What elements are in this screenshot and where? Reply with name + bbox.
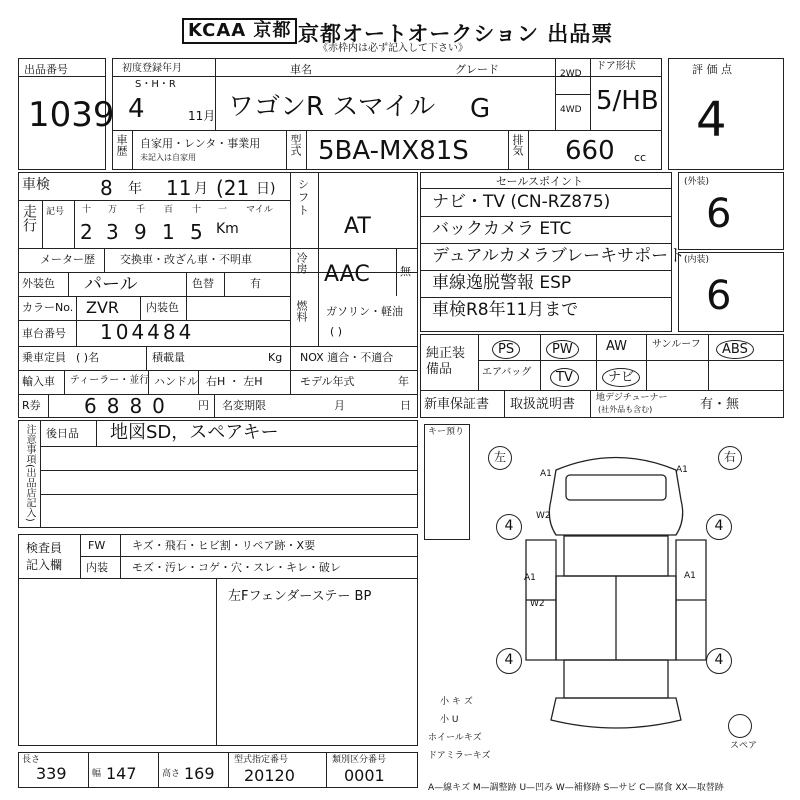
tire-fr: 4 — [706, 514, 732, 540]
mileage-digit: 5 — [190, 220, 203, 244]
color-change-has: 有 — [250, 277, 261, 290]
designated-label: 名変期限 — [222, 399, 266, 412]
mileage-unit: マイル — [246, 205, 273, 215]
mileage-label: 走行 — [21, 204, 37, 232]
color-change-label: 色替 — [192, 277, 214, 290]
inspection-day-unit: 日) — [256, 181, 276, 197]
history-options: 自家用・レンタ・事業用 — [140, 137, 261, 150]
history-note: 未記入は自家用 — [140, 153, 196, 162]
damage-mark-4: A1 — [524, 573, 536, 583]
manual-book: 取扱説明書 — [510, 397, 576, 412]
lot-label: 出品番号 — [24, 63, 68, 76]
handle-label: ハンドル — [154, 375, 198, 388]
shift-label: シフト — [298, 178, 309, 217]
fuel-label: 燃料 — [295, 300, 308, 322]
inspection-month-unit: 月 — [194, 181, 208, 197]
after-items-value: 地図SD，スペアキー — [110, 422, 279, 443]
reg-month: 11月 — [188, 109, 216, 123]
mileage-digit: 2 — [80, 220, 93, 244]
interior-grade-value: 6 — [706, 273, 732, 319]
key-label: キー預り — [428, 427, 465, 437]
equipment-item: PS — [492, 340, 520, 359]
damage-mark-6: W2 — [530, 599, 545, 609]
width-label: 幅 — [92, 769, 102, 779]
car-roof-front — [549, 458, 682, 536]
model-label: 型式 — [289, 134, 302, 156]
displacement-label: 排気 — [511, 134, 524, 156]
recycle-label: R券 — [22, 399, 41, 412]
import-dealer: ティーラー・並行 — [70, 375, 150, 386]
grade-label: グレード — [455, 63, 499, 76]
equipment-item: エアバッグ — [482, 367, 532, 378]
spec-value: 20120 — [244, 766, 295, 785]
mileage-unit: 十 — [192, 205, 202, 215]
notes-label: 注意事項(出品店記入) — [24, 424, 35, 522]
mileage-sublabel: 記号 — [46, 207, 65, 217]
inspector-interior: 内装 — [86, 561, 108, 574]
model-year-label: モデル年式 — [300, 375, 355, 388]
sales-points-label: セールスポイント — [496, 175, 584, 188]
mileage-unit: 千 — [136, 205, 146, 215]
spare-circle — [728, 714, 752, 738]
reg-year: 4 — [128, 94, 145, 124]
height-label: 高さ — [162, 769, 181, 779]
load-unit: Kg — [268, 351, 283, 364]
chassis-label: 車台番号 — [22, 327, 66, 340]
mileage-unit: 一 — [218, 205, 228, 215]
key-box — [424, 424, 470, 540]
equipment-item: サンルーフ — [652, 339, 701, 350]
capacity-paren: ( )名 — [76, 351, 100, 364]
spare-label: スペア — [730, 741, 758, 751]
door-label: ドア形状 — [596, 61, 636, 72]
import-label: 輸入車 — [22, 375, 55, 388]
length-value: 339 — [36, 764, 67, 783]
equipment-item: PW — [546, 340, 579, 359]
inspector-note: 左Fフェンダーステー BP — [228, 589, 372, 604]
digital-tuner-label: 地デジチューナー — [596, 393, 668, 403]
inspector-fw: FW — [88, 539, 106, 552]
category-label: 類別区分番号 — [332, 755, 387, 765]
tire-fl: 4 — [496, 514, 522, 540]
car-hood — [566, 475, 666, 500]
inspector-interior-items: モズ・汚レ・コゲ・穴・スレ・キレ・破レ — [132, 561, 341, 574]
fuel-options: ガソリン・軽油 — [326, 305, 403, 318]
sales-point-line: デュアルカメラブレーキサポート — [432, 246, 686, 266]
exterior-color-value: パール — [84, 274, 138, 295]
first-reg-label: 初度登録年月 — [122, 63, 182, 74]
equipment-item: AW — [606, 339, 628, 354]
car-name: ワゴンR スマイル — [228, 92, 436, 122]
page-title: 京都オートオークション 出品票 — [298, 22, 614, 46]
inspector-fw-items: キズ・飛石・ヒビ割・リペア跡・X要 — [132, 539, 316, 552]
inspector-label: 検査員記入欄 — [26, 541, 63, 572]
mileage-digit: 9 — [134, 220, 147, 244]
inspection-label: 車検 — [22, 177, 50, 193]
width-value: 147 — [106, 764, 137, 783]
legend-mirror: ドアミラーキズ — [428, 751, 491, 761]
damage-mark-5: A1 — [684, 571, 696, 581]
mileage-unit: 百 — [164, 205, 174, 215]
handle-options: 右H ・ 左H — [206, 375, 263, 388]
exterior-color-label: 外装色 — [22, 277, 55, 290]
designated-day: 日 — [400, 399, 411, 412]
equipment-label: 純正装備品 — [426, 346, 466, 377]
mileage-digit: 3 — [106, 220, 119, 244]
shift-value: AT — [344, 214, 371, 239]
drive-2wd: 2WD — [560, 69, 582, 79]
nox-options: NOX 適合・不適合 — [300, 351, 394, 364]
tire-rl: 4 — [496, 648, 522, 674]
interior-color-label: 内装色 — [146, 301, 179, 314]
model-value: 5BA-MX81S — [318, 136, 469, 166]
sales-point-line: 車線逸脱警報 ESP — [432, 273, 572, 293]
color-no-label: カラーNo. — [22, 301, 74, 314]
meter-history-label: メーター歴 — [40, 253, 95, 266]
height-value: 169 — [184, 764, 215, 783]
inspection-month: 11 — [166, 176, 192, 200]
mileage-unit: 十 — [82, 205, 92, 215]
grade: G — [470, 94, 491, 124]
car-rear-window — [564, 660, 668, 698]
color-no-value: ZVR — [86, 298, 120, 317]
right-marker: 右 — [718, 446, 742, 470]
ac-none: 無 — [400, 265, 411, 278]
fuel-paren: ( ) — [330, 325, 343, 338]
mileage-digit: Km — [216, 221, 239, 237]
mileage-digit: 1 — [162, 220, 175, 244]
equipment-item: ABS — [716, 340, 754, 359]
length-label: 長さ — [22, 755, 41, 765]
exterior-grade-label: (外装) — [684, 177, 710, 187]
legend-wheel: ホイールキズ — [428, 733, 482, 743]
left-marker: 左 — [488, 446, 512, 470]
damage-codes-legend: A—線キズ M—調整跡 U—凹み W—補修跡 S—サビ C—腐食 XX—取替跡 — [428, 783, 724, 793]
exterior-grade-value: 6 — [706, 191, 732, 237]
door-value: 5/HB — [596, 86, 659, 116]
ac-value: AAC — [324, 262, 370, 287]
damage-mark-1: A1 — [540, 469, 552, 479]
header-note: 《赤枠内は必ず記入して下さい》 — [318, 43, 468, 54]
after-items-label: 後日品 — [46, 427, 79, 440]
inspection-day: (21 — [216, 176, 250, 200]
equipment-item: ナビ — [602, 368, 640, 387]
warranty-book: 新車保証書 — [424, 397, 490, 412]
car-rear — [551, 698, 681, 728]
lot-number: 1039 — [28, 95, 115, 135]
meter-history-options: 交換車・改ざん車・不明車 — [120, 253, 252, 266]
era-options: S・H・R — [135, 79, 176, 90]
legend-small-dent: 小 U — [440, 715, 459, 725]
mileage-unit: 万 — [108, 205, 118, 215]
interior-grade-label: (内装) — [684, 255, 710, 265]
load-label: 積載量 — [152, 351, 185, 364]
model-year-unit: 年 — [398, 375, 409, 388]
car-diagram — [486, 440, 746, 740]
designated-month: 月 — [334, 399, 345, 412]
score-value: 4 — [696, 92, 727, 148]
drive-4wd: 4WD — [560, 105, 582, 115]
equipment-item: TV — [550, 368, 579, 387]
legend-small-scratch: 小 キ ズ — [440, 697, 473, 707]
chassis-value: 104484 — [100, 320, 195, 344]
sales-point-line: バックカメラ ETC — [432, 219, 572, 239]
auction-logo: KCAA 京都 — [182, 18, 297, 44]
damage-mark-3: W2 — [536, 511, 551, 521]
displacement-value: 660 — [565, 136, 615, 166]
digital-tuner-note: (社外品も含む) — [598, 405, 653, 414]
recycle-value: 6880 — [84, 394, 175, 418]
inspection-year-unit: 年 — [128, 181, 142, 197]
car-name-label: 車名 — [290, 63, 312, 76]
sales-point-line: ナビ・TV (CN-RZ875) — [432, 192, 611, 212]
ac-label: 冷房 — [295, 252, 308, 274]
recycle-yen: 円 — [198, 399, 209, 412]
score-label: 評 価 点 — [692, 63, 732, 76]
inspection-year: 8 — [100, 176, 113, 200]
sales-point-line: 車検R8年11月まで — [432, 300, 579, 320]
cc-unit: cc — [634, 151, 647, 164]
capacity-label: 乗車定員 — [22, 351, 66, 364]
tuner-has-none: 有・無 — [700, 397, 740, 412]
history-label: 車歴 — [115, 134, 128, 156]
car-windshield — [564, 536, 668, 576]
category-value: 0001 — [344, 766, 385, 785]
spec-label: 型式指定番号 — [234, 755, 289, 765]
tire-rr: 4 — [706, 648, 732, 674]
damage-mark-2: A1 — [676, 465, 688, 475]
